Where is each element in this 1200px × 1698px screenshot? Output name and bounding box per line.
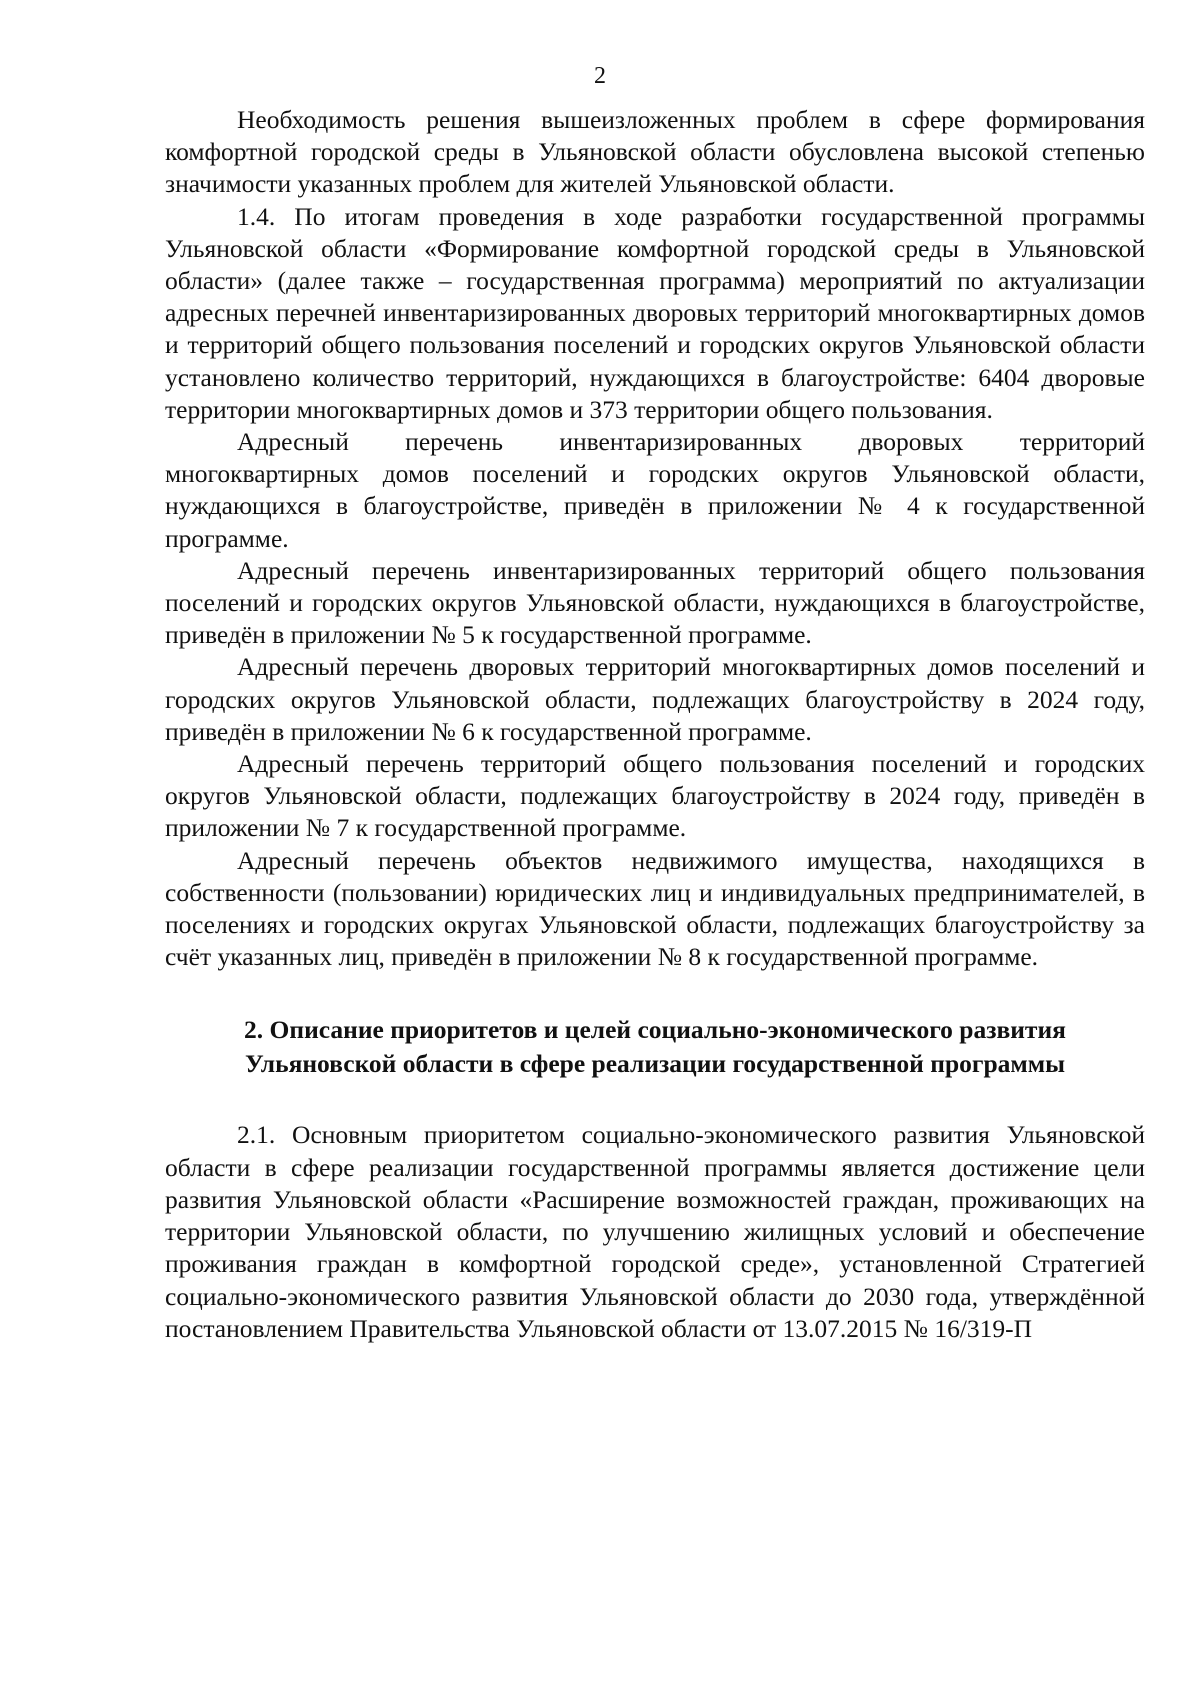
paragraph-appendix-7: Адресный перечень территорий общего пользования поселений и городских округов Ульяновской области, подлежащих благоустройству в 2024 году, приведён в приложении № 7 к государственной программе.: [165, 749, 1145, 843]
paragraph-appendix-5: Адресный перечень инвентаризированных территорий общего пользования поселений и городских округов Ульяновской области, нуждающихся в благоустройстве, приведён в приложении № 5 к государственной программе.: [165, 555, 1145, 650]
paragraph-problem-significance: Необходимость решения вышеизложенных проблем в сфере формирования комфортной городской среды в Ульяновской области обусловлена высокой степенью значимости указанных проблем для жителей Ульяновской области.: [165, 105, 1145, 199]
section-heading: [165, 1013, 1145, 1081]
page-number: 2: [594, 63, 606, 89]
section-heading-line-1: 2. Описание приоритетов и целей социально-экономического развития: [244, 1015, 1066, 1045]
paragraph-appendix-6: Адресный перечень дворовых территорий многоквартирных домов поселений и городских округов Ульяновской области, подлежащих благоустройству в 2024 году, приведён в приложении № 6 к государственной программе.: [165, 652, 1145, 746]
document-body: [165, 104, 1145, 1345]
section-heading-line-2: Ульяновской области в сфере реализации государственной программы: [244, 1049, 1066, 1079]
paragraph-appendix-4: Адресный перечень инвентаризированных дворовых территорий многоквартирных домов поселений и городских округов Ульяновской области, нуждающихся в благоустройстве, приведён в приложении № 4 к государственной программе.: [165, 427, 1145, 553]
paragraph-1-4-territory-count: 1.4. По итогам проведения в ходе разработки государственной программы Ульяновской области «Формирование комфортной городской среды в Ульяновской области» (далее также – государственная программа) мероприятий по актуализации адресных перечней инвентаризированных дворовых территорий многоквартирных домов и территорий общего пользования поселений и городских округов Ульяновской области установлено количество территорий, нуждающихся в благоустройстве: 6404 дворовые территории многоквартирных домов и 373 территории общего пользования.: [165, 201, 1145, 424]
paragraph-appendix-8: Адресный перечень объектов недвижимого имущества, находящихся в собственности (пользовании) юридических лиц и индивидуальных предпринимателей, в поселениях и городских округах Ульяновской области, подлежащих благоустройству за счёт указанных лиц, приведён в приложении № 8 к государственной программе.: [165, 845, 1145, 972]
paragraph-2-1-priority: 2.1. Основным приоритетом социально-экономического развития Ульяновской области в сфере реализации государственной программы является достижение цели развития Ульяновской области «Расширение возможностей граждан, проживающих на территории Ульяновской области, по улучшению жилищных условий и обеспечение проживания граждан в комфортной городской среде», установленной Стратегией социально-экономического развития Ульяновской области до 2030 года, утверждённой постановлением Правительства Ульяновской области от 13.07.2015 № 16/319-П: [165, 1120, 1145, 1343]
